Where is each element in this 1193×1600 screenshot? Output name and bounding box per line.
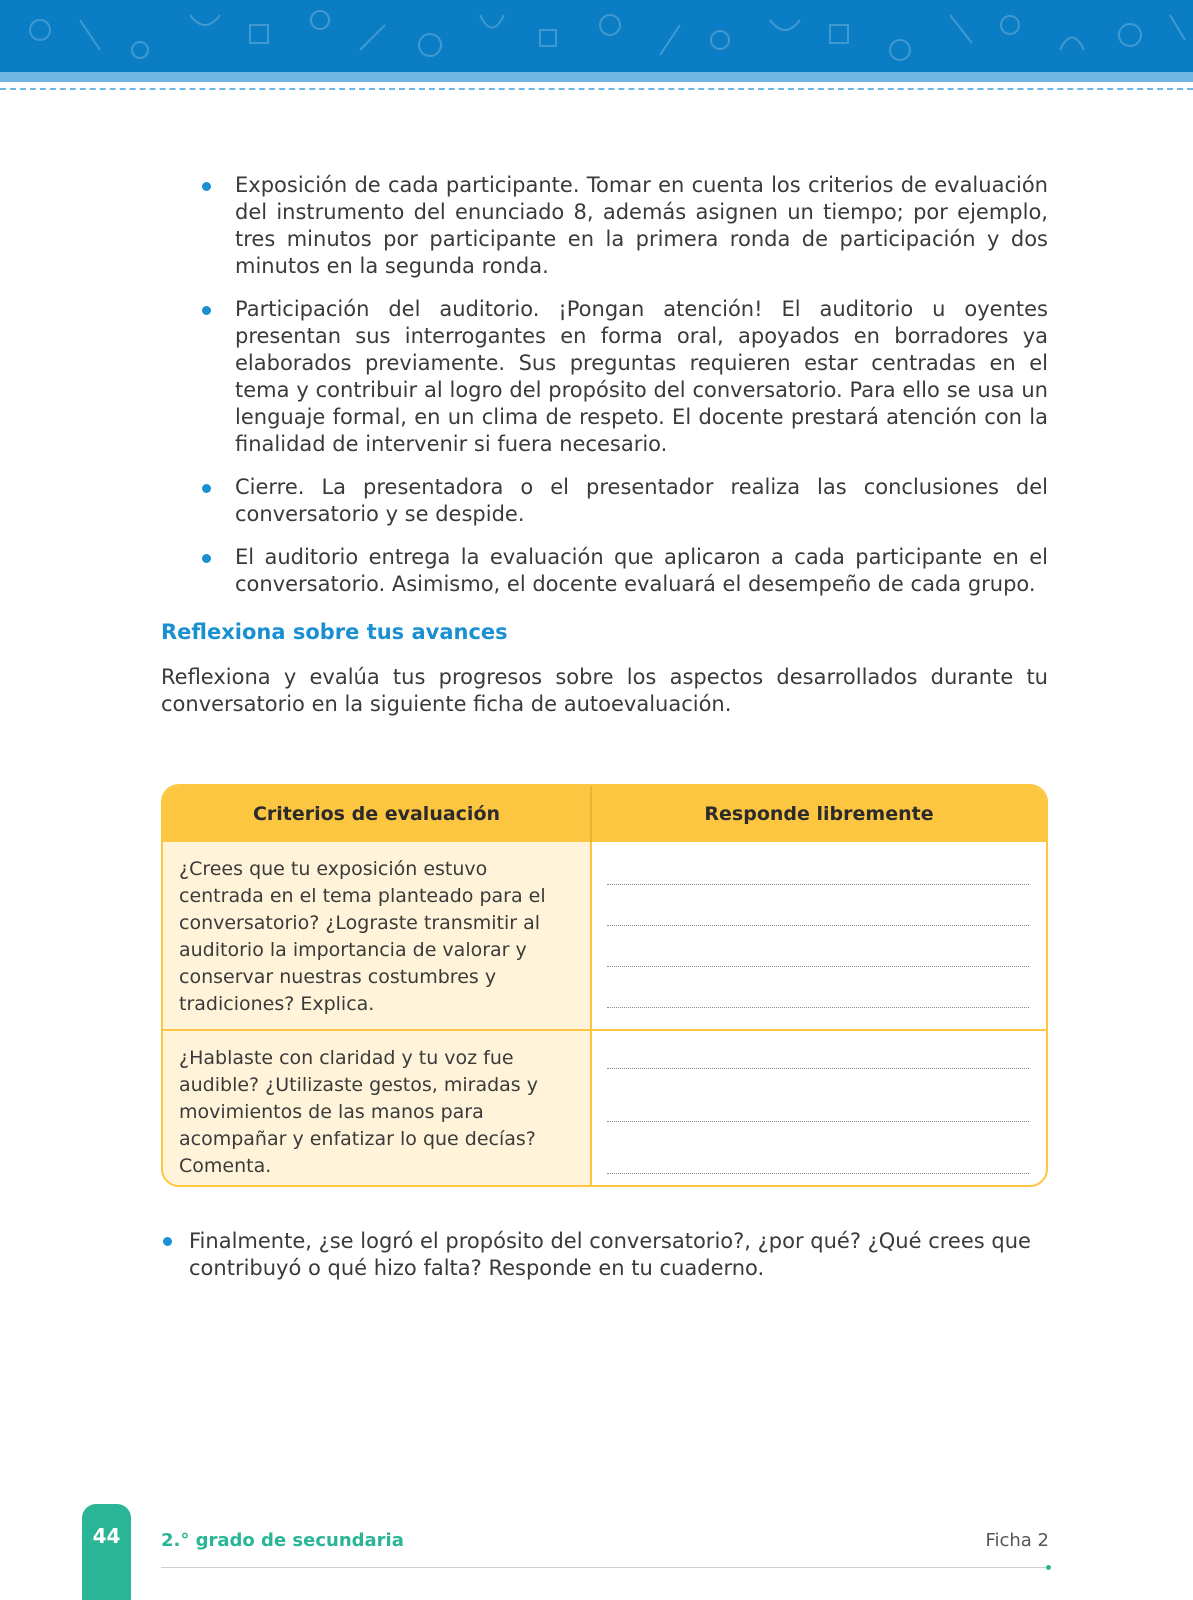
table-row	[163, 842, 1046, 1029]
table-header-row	[163, 786, 1046, 842]
table-header-response: Responde libremente	[704, 803, 934, 825]
criteria-text: ¿Crees que tu exposición estuvo centrada en el tema planteado para el conversatorio? ¿Lograste transmitir al auditorio la importancia de valorar y conservar nuestras costumbres y tradiciones? Explica.	[179, 858, 546, 1015]
doodle-pattern	[0, 0, 1193, 72]
answer-line[interactable]	[607, 1007, 1029, 1008]
answer-line[interactable]	[607, 1121, 1029, 1122]
bullet-icon	[202, 484, 211, 493]
page-number: 44	[92, 1524, 121, 1548]
final-question-text: Finalmente, ¿se logró el propósito del conversatorio?, ¿por qué? ¿Qué crees que contribuyó o qué hizo falta? Responde en tu cuaderno.	[189, 1229, 1031, 1280]
list-item	[161, 1228, 1061, 1282]
header-banner	[0, 0, 1193, 72]
bullet-icon	[163, 1237, 172, 1246]
criteria-cell	[163, 842, 590, 1029]
list-item-text: Participación del auditorio. ¡Pongan atención! El auditorio u oyentes presentan sus interrogantes en forma oral, apoyados en borradores ya elaborados previamente. Sus preguntas requieren estar centradas en el tema y contribuir al logro del propósito del conversatorio. Para ello se usa un lenguaje formal, en un clima de respeto. El docente prestará atención con la finalidad de intervenir si fuera necesario.	[235, 297, 1048, 456]
self-evaluation-table	[161, 784, 1048, 1187]
answer-line[interactable]	[607, 1068, 1029, 1069]
criteria-text: ¿Hablaste con claridad y tu voz fue audible? ¿Utilizaste gestos, miradas y movimientos de las manos para acompañar y enfatizar lo que decías? Comenta.	[179, 1047, 538, 1177]
criteria-cell	[163, 1031, 590, 1185]
header-column-divider	[590, 786, 592, 842]
table-row	[163, 1031, 1046, 1185]
header-strip	[0, 72, 1193, 82]
bullet-icon	[202, 554, 211, 563]
list-item-text: El auditorio entrega la evaluación que aplicaron a cada participante en el conversatorio. Asimismo, el docente evaluará el desempeño de cada grupo.	[235, 545, 1048, 596]
list-item	[196, 544, 1048, 598]
grade-label: 2.° grado de secundaria	[161, 1530, 404, 1551]
list-item	[196, 172, 1048, 280]
bullet-icon	[202, 306, 211, 315]
answer-line[interactable]	[607, 1173, 1029, 1174]
table-header-criteria: Criterios de evaluación	[252, 803, 501, 825]
list-item	[196, 474, 1048, 528]
section-title: Reflexiona sobre tus avances	[161, 620, 508, 644]
intro-paragraph: Reflexiona y evalúa tus progresos sobre los aspectos desarrollados durante tu conversatorio en la siguiente ficha de autoevaluación.	[161, 665, 1048, 716]
answer-line[interactable]	[607, 966, 1029, 967]
list-item-text: Cierre. La presentadora o el presentador realiza las conclusiones del conversatorio y se despide.	[235, 475, 1048, 526]
ficha-label: Ficha 2	[985, 1530, 1049, 1551]
list-item	[196, 296, 1048, 458]
header-dashed-line	[0, 88, 1193, 90]
list-item-text: Exposición de cada participante. Tomar en cuenta los criterios de evaluación del instrumento del enunciado 8, además asignen un tiempo; por ejemplo, tres minutos por participante en la primera ronda de participación y dos minutos en la segunda ronda.	[235, 173, 1048, 278]
column-divider	[590, 786, 592, 1185]
answer-line[interactable]	[607, 884, 1029, 885]
activity-steps-list	[196, 172, 1048, 614]
answer-line[interactable]	[607, 925, 1029, 926]
footer-divider	[161, 1567, 1049, 1568]
page-number-tab	[82, 1504, 131, 1600]
final-question-list	[161, 1228, 1061, 1282]
footer-dot-icon	[1046, 1565, 1051, 1570]
bullet-icon	[202, 182, 211, 191]
